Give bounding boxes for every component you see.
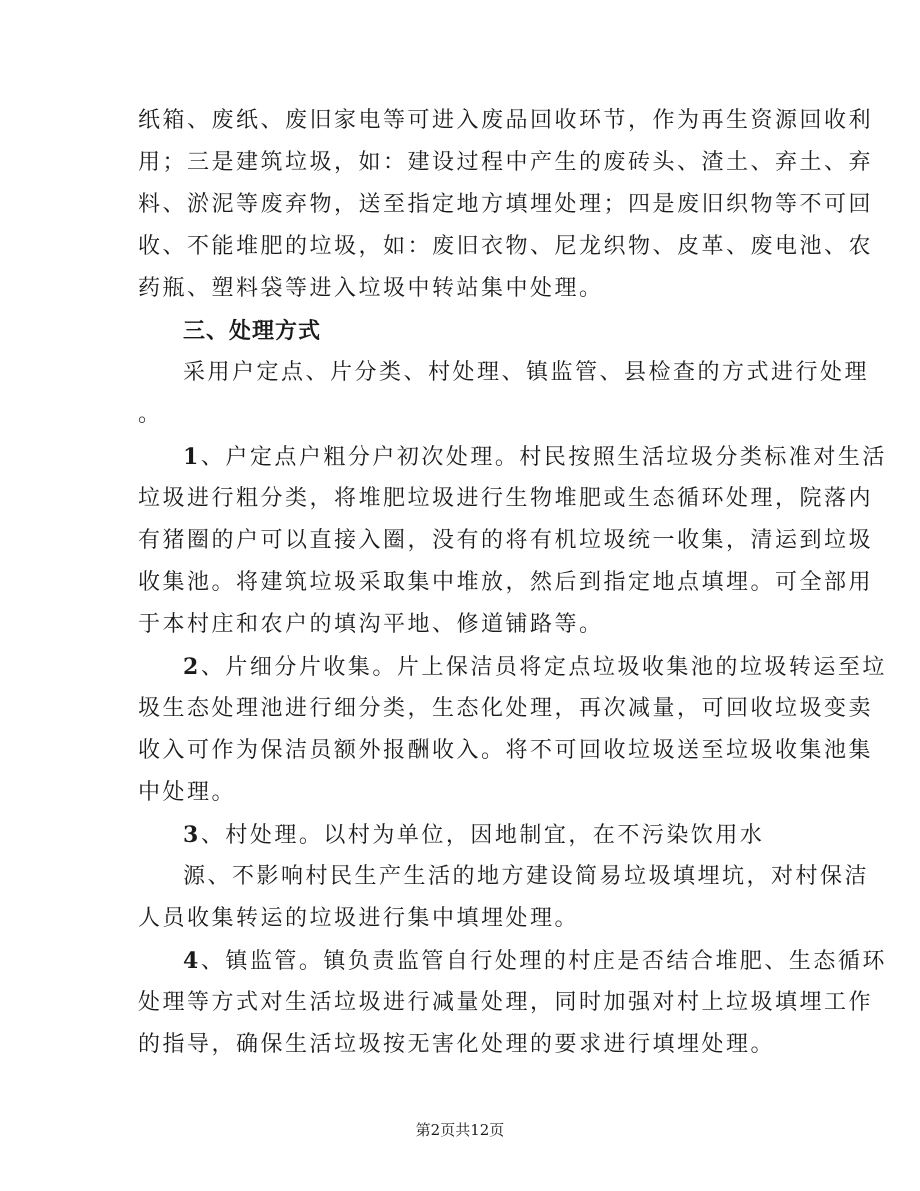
paragraph-line: 有猪圈的户可以直接入圈，没有的将有机垃圾统一收集，清运到垃圾	[138, 528, 874, 553]
paragraph-line: 纸箱、废纸、废旧家电等可进入废品回收环节，作为再生资源回收利	[138, 108, 874, 133]
paragraph-line: 的指导，确保生活垃圾按无害化处理的要求进行填埋处理。	[138, 1032, 776, 1057]
paragraph-line: 采用户定点、片分类、村处理、镇监管、县检查的方式进行处理	[183, 360, 870, 385]
paragraph-line: 药瓶、塑料袋等进入垃圾中转站集中处理。	[138, 276, 604, 301]
item-number: 3	[183, 822, 201, 848]
paragraph-line: 源、不影响村民生产生活的地方建设简易垃圾填埋坑，对村保洁	[183, 864, 870, 889]
paragraph-line: 收、不能堆肥的垃圾，如：废旧衣物、尼龙织物、皮革、废电池、农	[138, 234, 874, 259]
item-text: 、户定点户粗分户初次处理。村民按照生活垃圾分类标准对生活	[200, 445, 887, 470]
item-number: 4	[183, 948, 201, 974]
paragraph-line: 圾生态处理池进行细分类，生态化处理，再次减量，可回收垃圾变卖	[138, 696, 874, 721]
paragraph-line: 中处理。	[138, 780, 237, 805]
paragraph-line: 收集池。将建筑垃圾采取集中堆放，然后到指定地点填埋。可全部用	[138, 570, 874, 595]
paragraph-line: 人员收集转运的垃圾进行集中填埋处理。	[138, 906, 580, 931]
item-number: 2	[183, 654, 201, 680]
item-number: 1	[183, 444, 201, 470]
paragraph-line: 料、淤泥等废弃物，送至指定地方填埋处理；四是废旧织物等不可回	[138, 192, 874, 217]
paragraph-line: 用；三是建筑垃圾，如：建设过程中产生的废砖头、渣土、弃土、弃	[138, 150, 874, 175]
page-number-footer: 第2页共12页	[415, 1121, 505, 1139]
paragraph-line: 于本村庄和农户的填沟平地、修道铺路等。	[138, 612, 604, 637]
section-heading: 三、处理方式	[183, 318, 322, 344]
item-text: 、村处理。以村为单位，因地制宜，在不污染饮用水	[200, 823, 765, 848]
item-text: 、镇监管。镇负责监管自行处理的村庄是否结合堆肥、生态循环	[200, 949, 887, 974]
list-item-first-line	[183, 821, 764, 850]
paragraph-line: 垃圾进行粗分类，将堆肥垃圾进行生物堆肥或生态循环处理，院落内	[138, 486, 874, 511]
paragraph-line: 处理等方式对生活垃圾进行减量处理，同时加强对村上垃圾填埋工作	[138, 990, 874, 1015]
list-item-first-line	[183, 653, 887, 682]
list-item-first-line	[183, 443, 887, 472]
list-item-first-line	[183, 947, 887, 976]
item-text: 、片细分片收集。片上保洁员将定点垃圾收集池的垃圾转运至垃	[200, 655, 887, 680]
paragraph-line: 。	[138, 402, 163, 427]
paragraph-line: 收入可作为保洁员额外报酬收入。将不可回收垃圾送至垃圾收集池集	[138, 738, 874, 763]
